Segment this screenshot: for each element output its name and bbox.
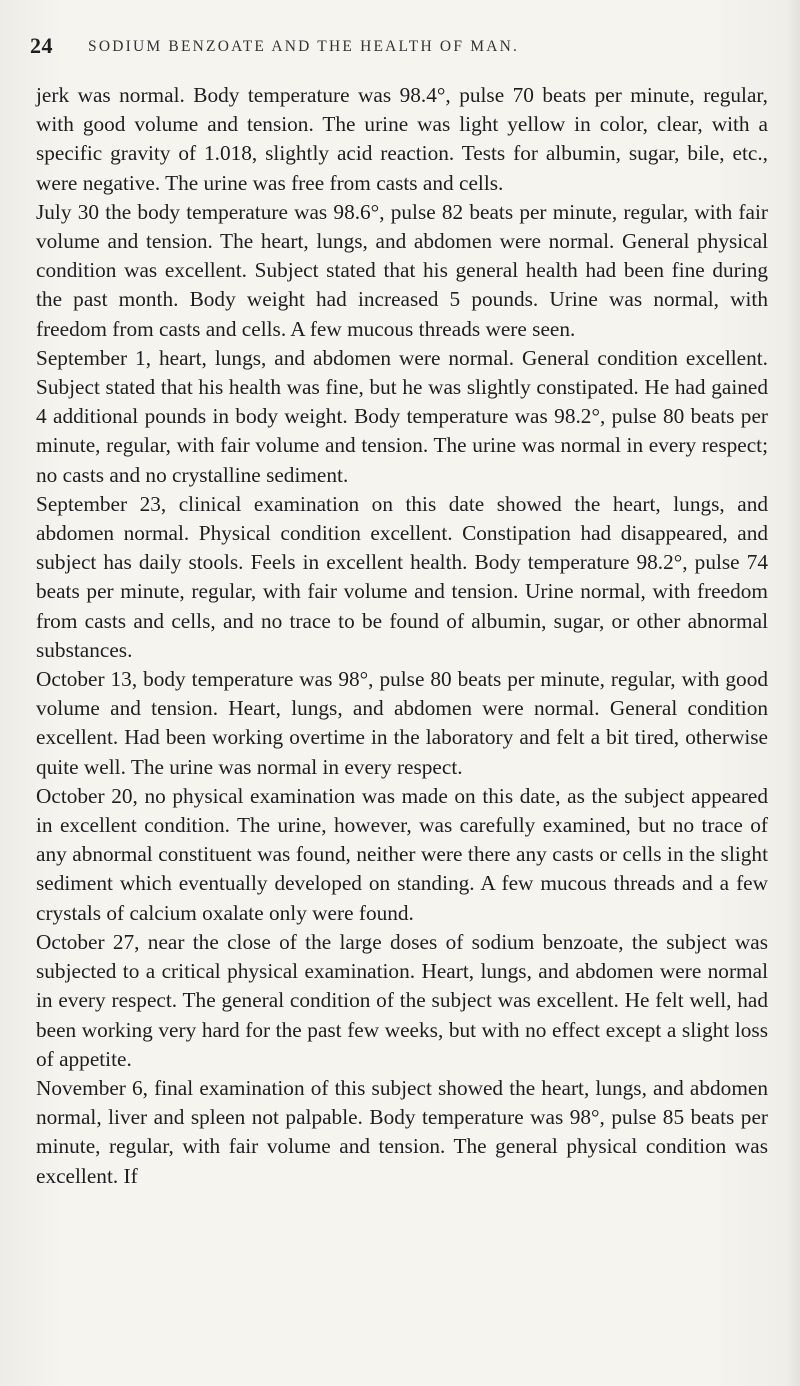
paragraph-november-6: November 6, final examination of this subject showed the heart, lungs, and abdomen normal, liver and spleen not palpable. Body temperature was 98°, pulse 85 beats per minute, regular, with fair volume and tension. The general physical condition was excellent. If [36, 1075, 768, 1188]
running-title: SODIUM BENZOATE AND THE HEALTH OF MAN. [88, 38, 520, 55]
paragraph-october-13: October 13, body temperature was 98°, pulse 80 beats per minute, regular, with good volume and tension. Heart, lungs, and abdomen were normal. General condition excellent. Had been working overtime in the laboratory and felt a bit tired, otherwise quite well. The urine was normal in every respect. [36, 667, 768, 779]
page-edge-shadow [786, 0, 800, 1386]
paragraph-september-23: September 23, clinical examination on this date showed the heart, lungs, and abdomen normal. Physical condition excellent. Constipation had disappeared, and subject has daily stools. Feels in excellent health. Body temperature 98.2°, pulse 74 beats per minute, regular, with fair volume and tension. Urine normal, with freedom from casts and cells, and no trace to be found of albumin, sugar, or other abnormal substances. [36, 491, 768, 662]
running-head [30, 34, 770, 58]
paragraph-continuation: jerk was normal. Body temperature was 98.4°, pulse 70 beats per minute, regular, with good volume and tension. The urine was light yellow in color, clear, with a specific gravity of 1.018, slightly acid reaction. Tests for albumin, sugar, bile, etc., were negative. The urine was free from casts and cells. [36, 83, 768, 195]
paragraph-september-1: September 1, heart, lungs, and abdomen were normal. General condition excellent. Subject stated that his health was fine, but he was slightly constipated. He had gained 4 additional pounds in body weight. Body temperature was 98.2°, pulse 80 beats per minute, regular, with fair volume and tension. The urine was normal in every respect; no casts and no crystalline sediment. [36, 345, 768, 487]
page-number: 24 [30, 33, 53, 58]
paragraph-october-20: October 20, no physical examination was made on this date, as the subject appeared in excellent condition. The urine, however, was carefully examined, but no trace of any abnormal constituent was found, neither were there any casts or cells in the slight sediment which eventually developed on standing. A few mucous threads and a few crystals of calcium oxalate only were found. [36, 783, 768, 925]
paragraph-october-27: October 27, near the close of the large doses of sodium benzoate, the subject was subjected to a critical physical examination. Heart, lungs, and abdomen were normal in every respect. The general condition of the subject was excellent. He felt well, had been working very hard for the past few weeks, but with no effect except a slight loss of appetite. [36, 929, 768, 1071]
body-text [36, 81, 768, 1191]
paragraph-july-30: July 30 the body temperature was 98.6°, pulse 82 beats per minute, regular, with fair volume and tension. The heart, lungs, and abdomen were normal. General physical condition was excellent. Subject stated that his general health had been fine during the past month. Body weight had increased 5 pounds. Urine was normal, with freedom from casts and cells. A few mucous threads were seen. [36, 199, 768, 341]
